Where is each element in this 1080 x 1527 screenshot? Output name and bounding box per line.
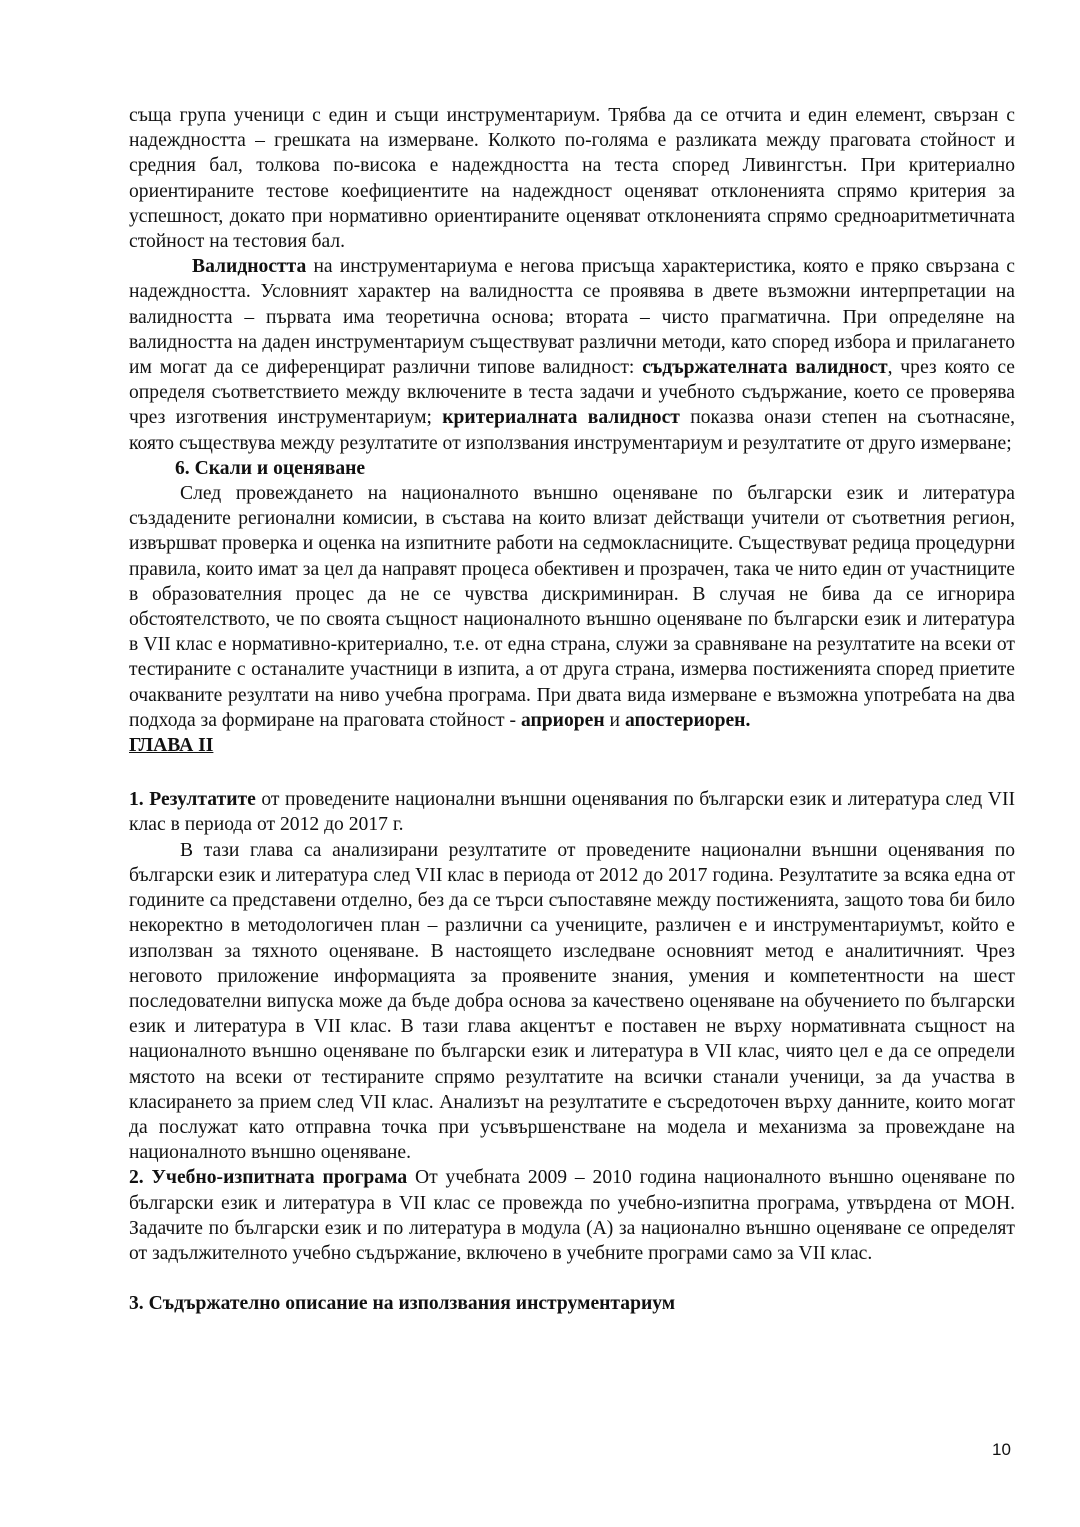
document-body xyxy=(129,103,1015,1316)
paragraph-results: В тази глава са анализирани резултатите от проведените национални външни оценявания по български език и литература след VII клас в периода от 2012 до 2017 година. Резултатите за всяка една от годините са представени отделно, без да се търси съпоставяне между постиженията, защото това би било некоректно в методологичен план – различни са учениците, различен е и инструментариумът, който е използван за тяхното оценяване. В настоящето изследване основният метод е аналитичният. Чрез неговото приложение информацията за проявените знания, умения и компетентности на шест последователни випуска може да бъде добра основа за качествено оценяване на обучението по български език и литература в VII клас. В тази глава акцентът е поставен не върху нормативната същност на националното външно оценяване по български език и литература в VII клас, чиято цел е да се определи мястото на всеки от тестираните спрямо резултатите на всички станали ученици, за да участва в класирането за прием след VII клас. Анализът на резултатите е съсредоточен върху данните, които могат да послужат като отправна точка при усъвършенстване на модела и механизма за провеждане на националното външно оценяване. xyxy=(129,839,1015,1164)
term-content-validity: съдържателната валидност xyxy=(642,357,888,379)
section-2-lead: 2. Учебно-изпитната програма xyxy=(129,1167,408,1189)
term-apriori: априорен xyxy=(520,709,605,731)
chapter-title: ГЛАВА II xyxy=(129,735,214,757)
section-1-lead: 1. Резултатите xyxy=(129,789,256,811)
section-1-heading xyxy=(129,787,1015,837)
term-validity: Валидността xyxy=(192,256,307,278)
paragraph-continuation: съща група ученици с един и същи инструментариум. Трябва да се отчита и един елемент, свързан с надеждността – грешката на измерване. Колкото по-голяма е разликата между праговата стойност и средния бал, толкова по-висока е надеждността на теста според Ливингстън. При критериално ориентираните тестове коефициентите на надеждност оценяват отклоненията спрямо критерия за успешност, докато при нормативно ориентираните оценяват отклоненията спрямо средноаритметичната стойност на тестовия бал. xyxy=(129,105,1015,253)
section-6-heading: 6. Скали и оценяване xyxy=(175,457,366,479)
page-number: 10 xyxy=(992,1440,1011,1459)
scales-text: След провеждането на националното външно оценяване по български език и литература създадените регионални комисии, в състава на които влизат действащи учители от съответния регион, извършват проверка и оценка на изпитните работи на седмокласниците. Съществуват редица процедурни правила, които имат за цел да направят процеса обективен и прозрачен, така че нито един от участниците в образователния процес да не се чувства дискриминиран. В случая не бива да се игнорира обстоятелството, че по своята същност националното външно оценяване по български език и литература в VII клас е нормативно-критериално, т.е. от една страна, служи за сравняване на резултатите на всеки от тестираните с останалите участници в изпита, а от друга страна, измерва постиженията според приетите очакваните резултати на ниво учебна програма. При двата вида измерване е възможна употребата на два подхода за формиране на праговата стойност - xyxy=(129,483,1015,731)
term-criterial-validity: критериалната валидност xyxy=(442,407,680,429)
paragraph-validity xyxy=(129,254,1015,456)
section-3-heading: 3. Съдържателно описание на използвания инструментариум xyxy=(129,1293,676,1315)
section-2-paragraph xyxy=(129,1165,1015,1266)
section-2-text: От учебната 2009 – 2010 година националното външно оценяване по български език и литература в VII клас се провежда по учебно-изпитна програма, утвърдена от МОН. Задачите по български език и по литература в модула (А) за национално външно оценяване се определят от задължителното учебно съдържание, включено в учебните програми само за VII клас. xyxy=(129,1167,1015,1264)
validity-text-2: , чрез която се определя съответствието между включените в теста задачи и учебното съдържание, което се проверява чрез изготвения инструментариум; xyxy=(129,357,1015,429)
section-1-text: от проведените национални външни оценявания по български език и литература след VII клас в периода от 2012 до 2017 г. xyxy=(129,789,1015,836)
term-aposteriori: апостериорен. xyxy=(624,709,751,731)
validity-text-1: на инструментариума е негова присъща характеристика, която е пряко свързана с надеждността. Условният характер на валидността се проявява в двете възможни интерпретации на валидността – първата има теоретична основа; втората – чисто прагматична. При определяне на валидността на даден инструментариум съществуват различни методи, като според избора и прилагането им могат да се диференцират различни типове валидност: xyxy=(129,256,1015,379)
paragraph-scales xyxy=(129,481,1015,733)
conjunction: и xyxy=(604,709,625,731)
validity-text-3: показва онази степен на съотнасяне, която съществува между резултатите от използвания инструментариум и резултатите от друго измерване; xyxy=(129,407,1015,454)
